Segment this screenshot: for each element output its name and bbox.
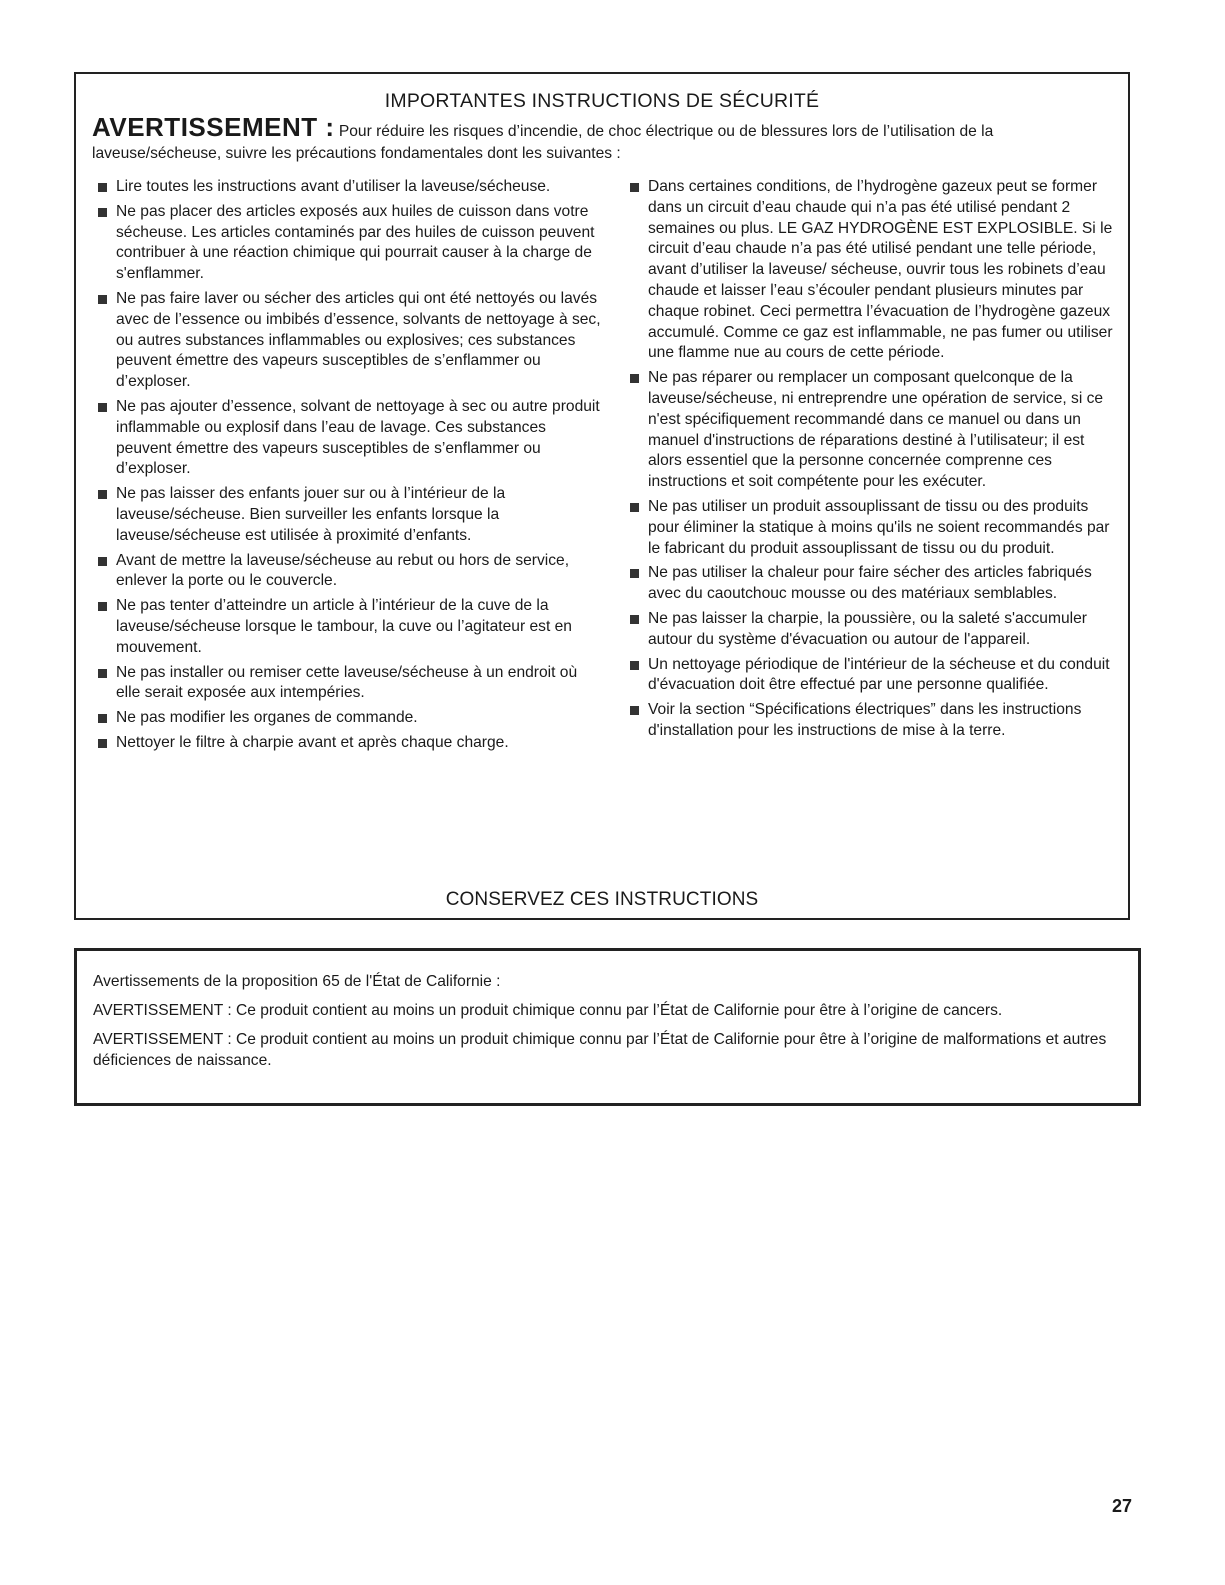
instruction-text: Voir la section “Spécifications électriques” dans les instructions d'installation pour les instructions de mise à la terre. xyxy=(648,701,1082,739)
warning-text: Pour réduire les risques d’incendie, de choc électrique ou de blessures lors de l’utilisation de la laveuse/sécheuse, suivre les précautions fondamentales dont les suivantes : xyxy=(92,123,994,162)
instruction-text: Lire toutes les instructions avant d’utiliser la laveuse/sécheuse. xyxy=(116,178,551,195)
right-column xyxy=(624,177,1122,746)
square-bullet-icon xyxy=(630,183,639,192)
instruction-text: Nettoyer le filtre à charpie avant et après chaque charge. xyxy=(116,733,509,751)
instruction-item xyxy=(92,202,604,285)
page-number: 27 xyxy=(1112,1496,1133,1516)
instruction-text: Un nettoyage périodique de l'intérieur de la sécheuse et du conduit d'évacuation doit être effectué par une personne qualifiée. xyxy=(648,655,1110,694)
square-bullet-icon xyxy=(98,295,107,304)
instruction-item xyxy=(92,289,604,393)
left-column xyxy=(92,177,604,758)
instruction-text: Ne pas utiliser la chaleur pour faire sécher des articles fabriqués avec du caoutchouc mousse ou des matériaux semblables. xyxy=(648,564,1092,603)
safety-title: IMPORTANTES INSTRUCTIONS DE SÉCURITÉ xyxy=(384,90,820,112)
instruction-item xyxy=(624,497,1122,559)
square-bullet-icon xyxy=(630,569,639,578)
instruction-item xyxy=(624,368,1122,493)
instruction-item xyxy=(92,397,604,480)
instruction-item xyxy=(624,655,1122,697)
instruction-text: Dans certaines conditions, de l’hydrogène gazeux peut se former dans un circuit d’eau chaude qui n’a pas été utilisé pendant 2 semaines ou plus. LE GAZ HYDROGÈNE EST EXPLOSIBLE. Si le circuit d’eau chaude n’a pas été utilisé pendant une telle période, avant d’utiliser la laveuse/ sécheuse, ouvrir tous les robinets d’eau chaude et laisser l’eau s’écouler pendant plusieurs minutes par chaque robinet. Ceci permettra l’évacuation de l’hydrogène gazeux accumulé. Comme ce gaz est inflammable, ne pas fumer ou utiliser une flamme nue au cours de cette période. xyxy=(648,178,1113,362)
instruction-item xyxy=(92,596,604,658)
instruction-item xyxy=(92,663,604,705)
prop65-warning-birth-defects: AVERTISSEMENT : Ce produit contient au moins un produit chimique connu par l’État de Californie pour être à l’origine de malformations et autres déficiences de naissance. xyxy=(93,1031,1107,1069)
instruction-text: Ne pas ajouter d’essence, solvant de nettoyage à sec ou autre produit inflammable ou explosif dans l’eau de lavage. Ces substances peuvent émettre des vapeurs susceptibles de s’enflammer ou d’exploser. xyxy=(116,397,600,478)
instruction-item xyxy=(92,484,604,546)
instruction-item xyxy=(624,177,1122,364)
instruction-text: Avant de mettre la laveuse/sécheuse au rebut ou hors de service, enlever la porte ou le couvercle. xyxy=(116,551,570,590)
square-bullet-icon xyxy=(98,403,107,412)
square-bullet-icon xyxy=(630,503,639,512)
instruction-item xyxy=(624,609,1122,651)
instruction-text: Ne pas laisser la charpie, la poussière, ou la saleté s'accumuler autour du système d'évacuation ou autour de l'appareil. xyxy=(648,609,1087,648)
instruction-item xyxy=(624,700,1122,742)
square-bullet-icon xyxy=(98,714,107,723)
instruction-text: Ne pas placer des articles exposés aux huiles de cuisson dans votre sécheuse. Les articles contaminés par des huiles de cuisson peuvent contribuer à une réaction chimique qui pourrait causer à la charge de s'enflammer. xyxy=(116,202,595,283)
prop65-warning-cancer: AVERTISSEMENT : Ce produit contient au moins un produit chimique connu par l’État de Californie pour être à l’origine de cancers. xyxy=(93,1002,1003,1019)
prop65-box xyxy=(74,948,1141,1106)
instruction-text: Ne pas modifier les organes de commande. xyxy=(116,709,418,727)
square-bullet-icon xyxy=(98,739,107,748)
instruction-item xyxy=(624,563,1122,605)
square-bullet-icon xyxy=(98,602,107,611)
right-instruction-list xyxy=(624,177,1122,742)
square-bullet-icon xyxy=(98,490,107,499)
square-bullet-icon xyxy=(98,208,107,217)
instruction-item xyxy=(92,551,604,593)
instruction-text: Ne pas laisser des enfants jouer sur ou à l’intérieur de la laveuse/sécheuse. Bien surveiller les enfants lorsque la laveuse/sécheuse est utilisée à proximité d’enfants. xyxy=(116,485,506,544)
instruction-text: Ne pas faire laver ou sécher des articles qui ont été nettoyés ou lavés avec de l’essence ou imbibés d’essence, solvants de nettoyage à sec, ou autres substances inflammables ou explosives; ces substances peuvent émettre des vapeurs susceptibles de s’enflammer ou d’exploser. xyxy=(116,289,601,391)
warning-label: AVERTISSEMENT : xyxy=(92,112,335,142)
safety-instructions-box xyxy=(74,72,1130,920)
instruction-text: Ne pas installer ou remiser cette laveuse/sécheuse à un endroit où elle serait exposée aux intempéries. xyxy=(116,663,578,702)
instruction-text: Ne pas tenter d’atteindre un article à l’intérieur de la cuve de la laveuse/sécheuse lorsque le tambour, la cuve ou l’agitateur est en mouvement. xyxy=(116,597,572,656)
left-instruction-list xyxy=(92,177,604,754)
prop65-heading: Avertissements de la proposition 65 de l'État de Californie : xyxy=(93,973,501,990)
square-bullet-icon xyxy=(98,183,107,192)
instruction-item xyxy=(92,708,604,729)
square-bullet-icon xyxy=(630,706,639,715)
square-bullet-icon xyxy=(98,557,107,566)
instruction-item xyxy=(92,177,604,198)
conserve-instructions: CONSERVEZ CES INSTRUCTIONS xyxy=(445,889,759,910)
square-bullet-icon xyxy=(630,615,639,624)
instruction-item xyxy=(92,733,604,754)
square-bullet-icon xyxy=(98,669,107,678)
instruction-text: Ne pas réparer ou remplacer un composant quelconque de la laveuse/sécheuse, ni entreprendre une opération de service, si ce n'est spécifiquement recommandé dans ce manuel ou dans un manuel d'instructions de réparations destiné à l’utilisateur; il est alors essentiel que la personne concernée comprenne ces instructions et soit compétente pour les exécuter. xyxy=(648,369,1104,491)
instruction-text: Ne pas utiliser un produit assouplissant de tissu ou des produits pour éliminer la statique à moins qu'ils ne soient recommandés par le fabricant du produit assouplissant de tissu ou du produit. xyxy=(648,497,1110,557)
square-bullet-icon xyxy=(630,661,639,670)
square-bullet-icon xyxy=(630,374,639,383)
warning-intro xyxy=(92,112,1114,165)
